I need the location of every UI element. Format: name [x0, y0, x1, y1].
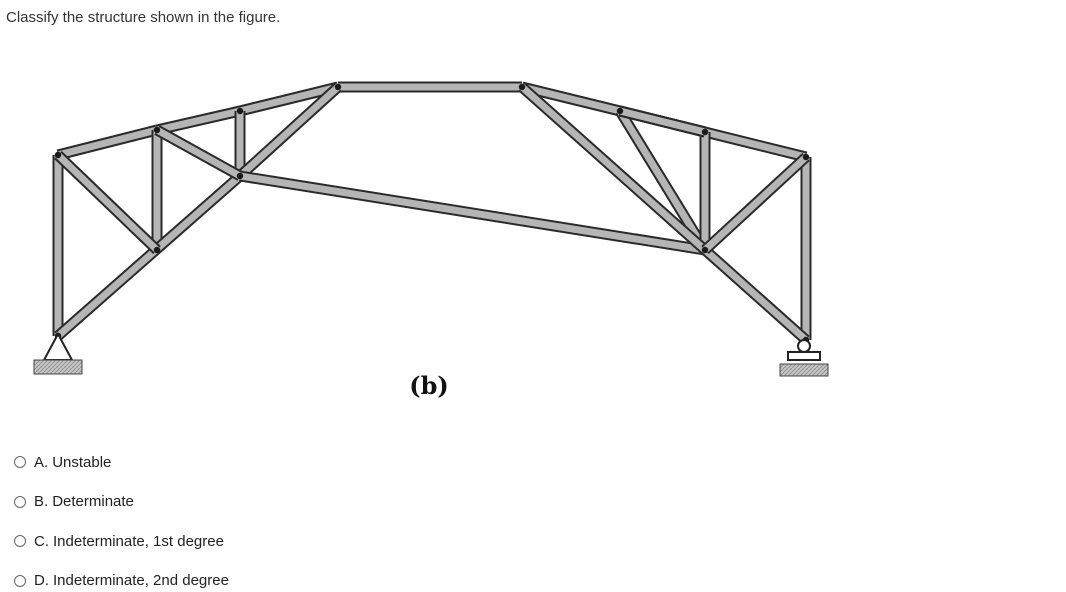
truss-members	[58, 87, 806, 340]
radio-d[interactable]	[14, 575, 26, 587]
truss-joint	[519, 84, 525, 90]
option-d-letter: D.	[34, 572, 49, 589]
option-a[interactable]	[14, 452, 229, 472]
radio-b[interactable]	[14, 496, 26, 508]
truss-joint	[154, 127, 160, 133]
option-d[interactable]	[14, 571, 229, 591]
truss-joint	[803, 154, 809, 160]
truss-member	[58, 176, 240, 336]
truss-joint	[702, 129, 708, 135]
pin-support	[34, 334, 82, 374]
option-c[interactable]	[14, 531, 229, 551]
truss-member	[157, 111, 240, 130]
truss-joint	[237, 108, 243, 114]
option-c-text: Indeterminate, 1st degree	[53, 532, 224, 550]
truss-member	[58, 130, 157, 155]
truss-joint	[154, 247, 160, 253]
truss-member	[705, 250, 806, 340]
option-d-text: Indeterminate, 2nd degree	[53, 572, 229, 589]
truss-joint	[617, 108, 623, 114]
roller-support	[780, 340, 828, 376]
truss-joint	[237, 173, 243, 179]
option-b-letter: B.	[34, 493, 49, 510]
truss-member	[705, 157, 806, 250]
truss-joint	[702, 247, 708, 253]
question-text: Classify the structure shown in the figure.	[6, 9, 281, 26]
truss-member	[705, 132, 806, 157]
option-b-text: Determinate	[52, 493, 134, 510]
truss-joint	[335, 84, 341, 90]
option-a-text: Unstable	[52, 453, 112, 471]
truss-member	[157, 130, 240, 176]
option-a-letter: A.	[34, 453, 49, 471]
option-b[interactable]	[14, 492, 229, 512]
option-c-letter: C.	[34, 532, 49, 550]
figure-label: (b)	[409, 371, 449, 400]
answer-options	[14, 452, 229, 592]
radio-a[interactable]	[14, 456, 26, 468]
truss-joint	[55, 152, 61, 158]
truss-member	[58, 155, 157, 250]
radio-c[interactable]	[14, 535, 26, 547]
